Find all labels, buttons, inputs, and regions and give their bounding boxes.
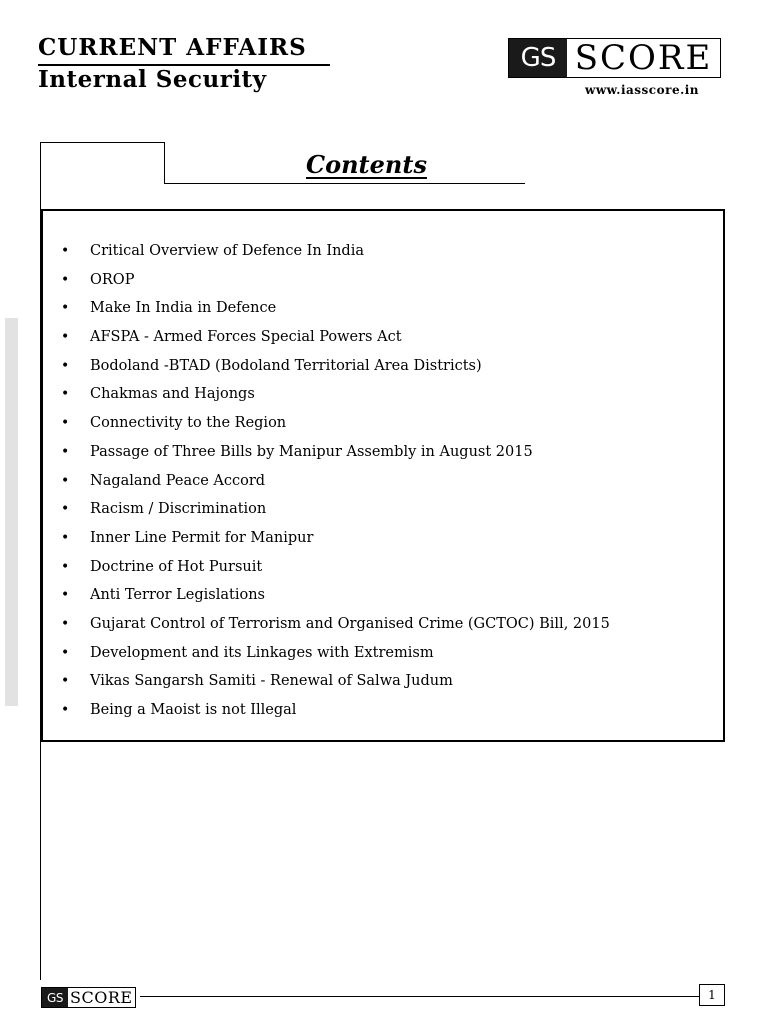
contents-item-label: Chakmas and Hajongs [90,386,255,403]
contents-list [43,238,723,726]
footer-logo-score-text: SCORE [70,988,133,1007]
contents-item [43,295,723,324]
contents-item [43,410,723,439]
contents-item-label: Doctrine of Hot Pursuit [90,558,263,575]
contents-item-label: OROP [90,271,135,288]
contents-item-label: Bodoland -BTAD (Bodoland Territorial Area Districts) [90,357,482,374]
contents-item [43,381,723,410]
contents-item-label: Gujarat Control of Terrorism and Organised Crime (GCTOC) Bill, 2015 [90,615,610,632]
logo-gs-text: GS [520,43,556,73]
contents-item [43,496,723,525]
contents-item [43,697,723,726]
contents-item [43,238,723,267]
contents-item [43,582,723,611]
contents-box [41,209,725,742]
bullet-icon: • [61,529,70,546]
contents-item [43,611,723,640]
bullet-icon: • [61,243,70,259]
bullet-icon: • [61,702,70,718]
contents-item-label: Vikas Sangarsh Samiti - Renewal of Salwa Judum [90,673,453,690]
scan-edge-shade [5,318,18,706]
contents-item [43,640,723,669]
contents-item-label: Development and its Linkages with Extremism [90,644,434,661]
tab-right-rule [164,142,165,184]
bullet-icon: • [61,329,70,346]
bullet-icon: • [61,673,70,690]
contents-item-label: Connectivity to the Region [90,415,287,432]
bullet-icon: • [61,558,70,575]
bullet-icon: • [61,415,70,432]
bullet-icon: • [61,386,70,403]
contents-item-label: Make In India in Defence [90,300,277,317]
contents-heading: Contents [306,150,427,179]
contents-item [43,267,723,296]
gs-score-logo [508,38,721,78]
website-url: www.iasscore.in [585,83,700,97]
bullet-icon: • [61,357,70,374]
footer-rule [140,996,700,997]
bullet-icon: • [61,644,70,661]
bullet-icon: • [61,587,70,604]
contents-item-label: Inner Line Permit for Manipur [90,529,314,546]
contents-item-label: Being a Maoist is not Illegal [90,702,297,718]
contents-item [43,439,723,468]
contents-item-label: AFSPA - Armed Forces Special Powers Act [90,329,402,346]
contents-item-label: Anti Terror Legislations [90,587,265,604]
bullet-icon: • [61,615,70,632]
contents-item [43,668,723,697]
contents-item-label: Critical Overview of Defence In India [90,243,364,259]
header-subtitle: Internal Security [38,66,267,93]
contents-item [43,468,723,497]
contents-item-label: Passage of Three Bills by Manipur Assembly in August 2015 [90,443,533,460]
bullet-icon: • [61,271,70,288]
contents-item-label: Racism / Discrimination [90,501,267,518]
bullet-icon: • [61,501,70,518]
bullet-icon: • [61,300,70,317]
footer-logo [41,987,136,1008]
footer-logo-gs-mark: GS [42,988,68,1007]
contents-item [43,353,723,382]
contents-item [43,554,723,583]
contents-item [43,324,723,353]
tab-top-rule [40,142,165,143]
bullet-icon: • [61,443,70,460]
logo-gs-mark [509,39,567,77]
title-underline-rule [164,183,525,184]
contents-item [43,525,723,554]
contents-item-label: Nagaland Peace Accord [90,472,266,489]
page-number: 1 [699,984,725,1006]
bullet-icon: • [61,472,70,489]
header-title: CURRENT AFFAIRS [38,34,330,66]
logo-score-text: SCORE [574,38,713,78]
